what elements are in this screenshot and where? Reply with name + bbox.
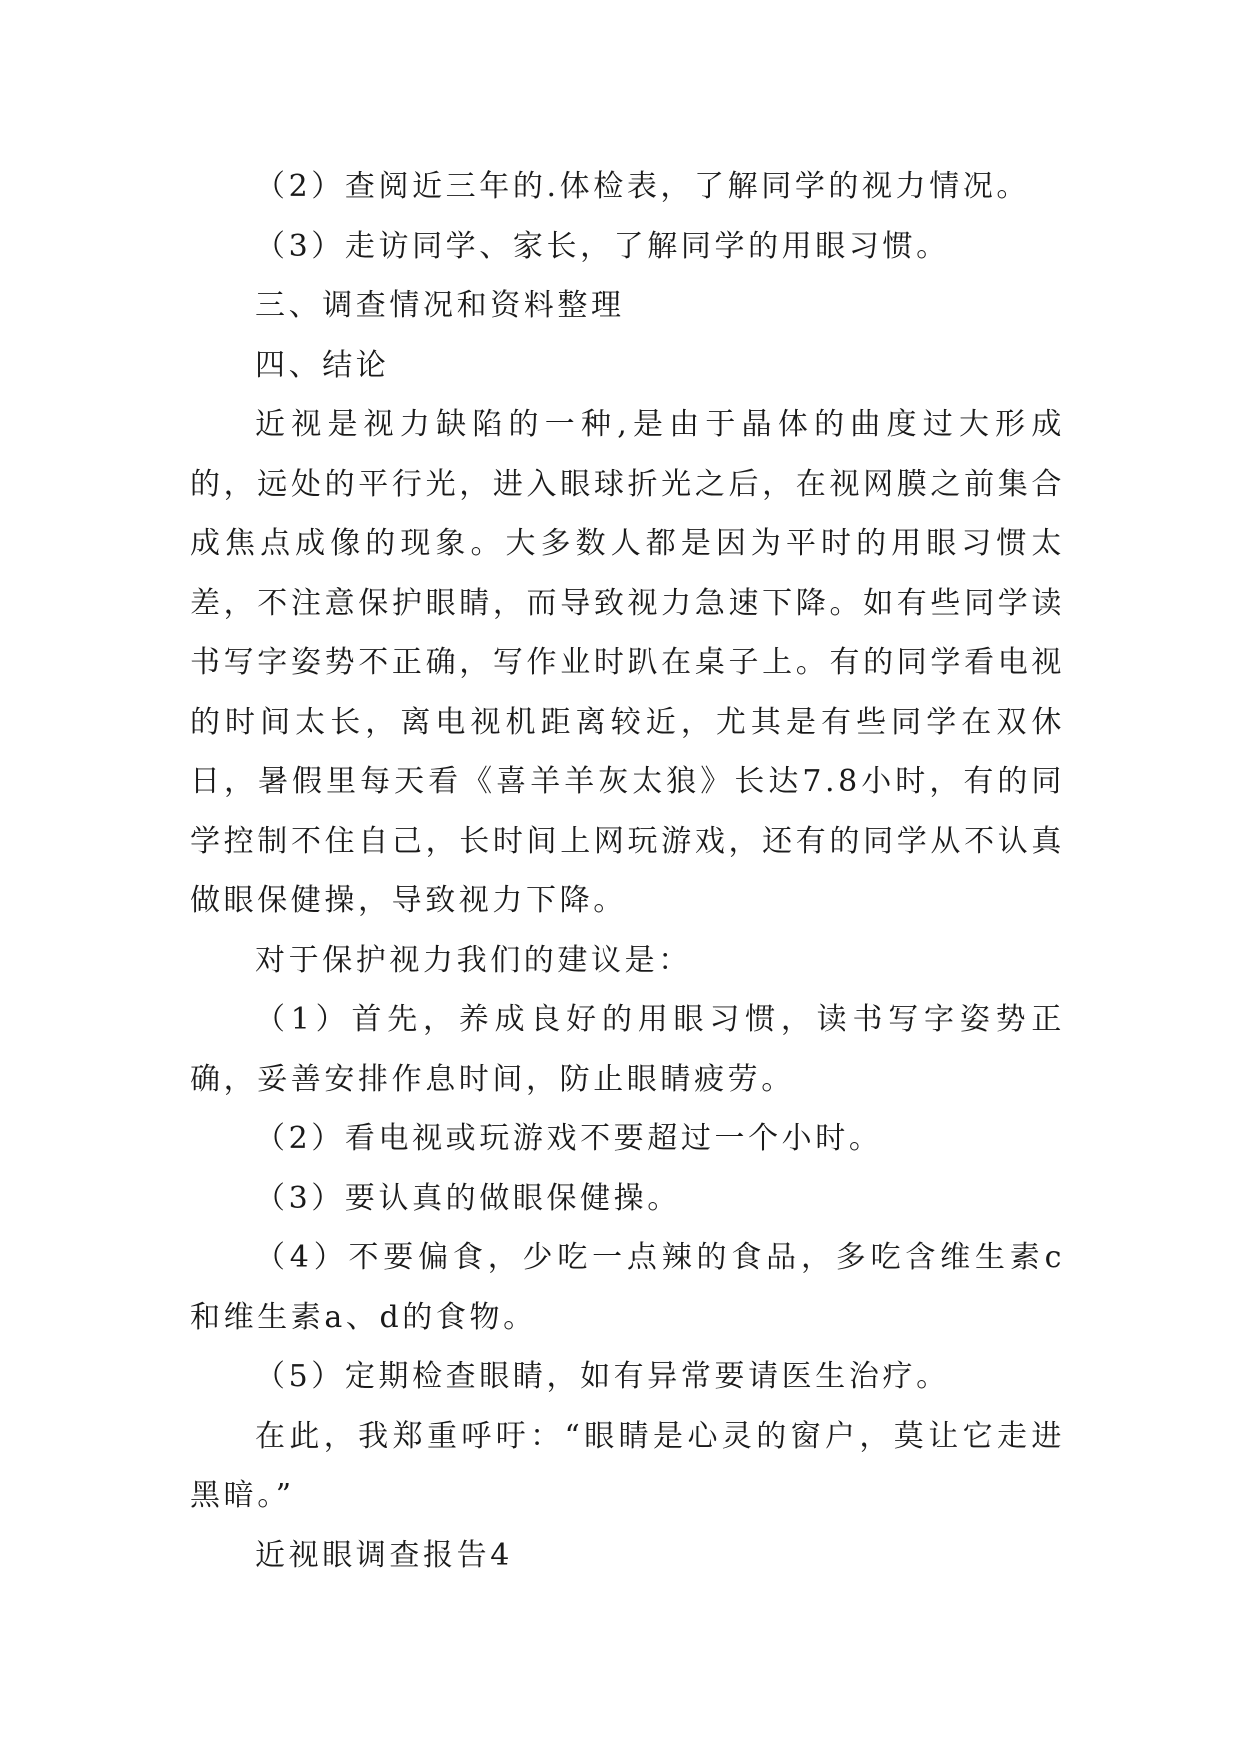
suggestion-item-5: （5）定期检查眼睛，如有异常要请医生治疗。 bbox=[255, 1359, 950, 1394]
next-report-title: 近视眼调查报告4 bbox=[255, 1537, 513, 1573]
suggestion-item-3: （3）要认真的做眼保健操。 bbox=[255, 1180, 681, 1216]
section-heading-conclusion: 四、结论 bbox=[255, 347, 390, 383]
document-body bbox=[190, 157, 1065, 1585]
suggestion-item-1: （1）首先，养成良好的用眼习惯，读书写字姿势正确，妥善安排作息时间，防止眼睛疲劳。 bbox=[190, 1002, 1065, 1097]
suggestion-item-4: （4）不要偏食，少吃一点辣的食品，多吃含维生素c和维生素a、d的食物。 bbox=[190, 1240, 1065, 1335]
closing-appeal: 在此，我郑重呼吁：“眼睛是心灵的窗户，莫让它走进黑暗。” bbox=[190, 1418, 1065, 1513]
suggestion-item-2: （2）看电视或玩游戏不要超过一个小时。 bbox=[255, 1121, 883, 1156]
suggestion-intro: 对于保护视力我们的建议是： bbox=[255, 942, 692, 978]
conclusion-paragraph: 近视是视力缺陷的一种,是由于晶体的曲度过大形成的，远处的平行光，进入眼球折光之后，在视网膜之前集合成焦点成像的现象。大多数人都是因为平时的用眼习惯太差，不注意保护眼睛，而导致视力急速下降。如有些同学读书写字姿势不正确，写作业时趴在桌子上。有的同学看电视的时间太长，离电视机距离较近，尤其是有些同学在双休日，暑假里每天看《喜羊羊灰太狼》长达7.8小时，有的同学控制不住自己，长时间上网玩游戏，还有的同学从不认真做眼保健操，导致视力下降。 bbox=[190, 407, 1065, 918]
method-item-3: （3）走访同学、家长，了解同学的用眼习惯。 bbox=[255, 228, 950, 264]
method-item-2: （2）查阅近三年的.体检表，了解同学的视力情况。 bbox=[255, 169, 1031, 204]
section-heading-survey: 三、调查情况和资料整理 bbox=[255, 288, 625, 323]
